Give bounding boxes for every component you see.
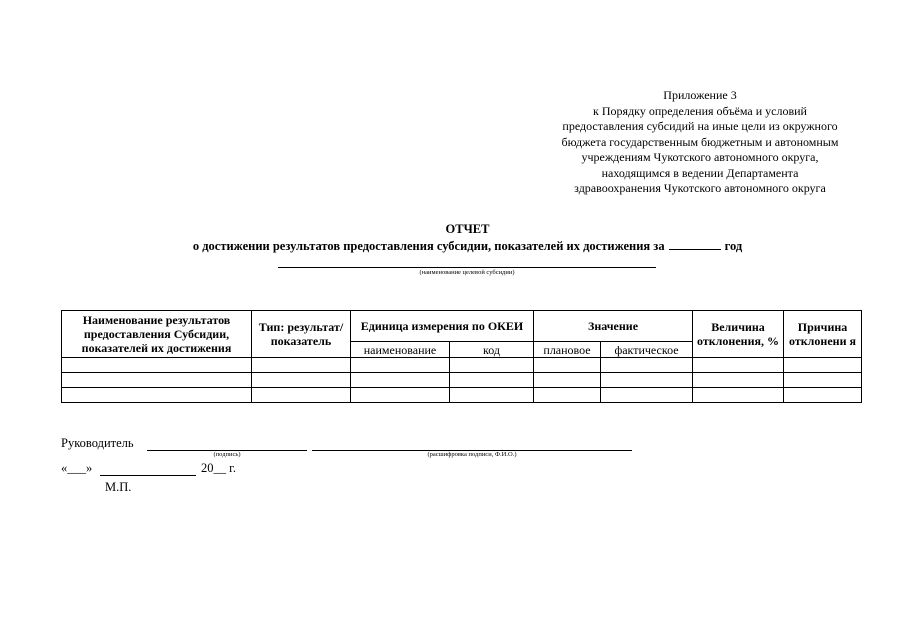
header-actual: фактическое (601, 342, 693, 358)
table-cell[interactable] (450, 358, 534, 373)
signature-caption: (подпись) (213, 451, 241, 458)
table-cell[interactable] (784, 373, 862, 388)
subtitle-prefix: о достижении результатов предоставления субсидии, показателей их достижения за (192, 239, 665, 253)
header-name: Наименование результатов предоставления Субсидии, показателей их достижения (62, 311, 252, 358)
table-cell[interactable] (450, 388, 534, 403)
header-unit-name: наименование (351, 342, 450, 358)
decode-caption: (расшифровка подписи, Ф.И.О.) (427, 451, 517, 458)
stamp-label: М.П. (105, 480, 132, 494)
report-subtitle (0, 238, 905, 255)
table-cell[interactable] (351, 373, 450, 388)
appendix-line: к Порядку определения объёма и условий (593, 103, 807, 118)
report-table (61, 310, 862, 403)
subsidy-name-line[interactable] (278, 267, 656, 268)
year-blank[interactable] (669, 238, 721, 250)
date-day: «___» (61, 461, 93, 475)
table-cell[interactable] (351, 358, 450, 373)
table-cell[interactable] (784, 388, 862, 403)
table-row (62, 388, 862, 403)
table-cell[interactable] (62, 388, 252, 403)
table-cell[interactable] (252, 388, 351, 403)
table-row (62, 373, 862, 388)
header-unit: Единица измерения по ОКЕИ (351, 311, 534, 342)
table-cell[interactable] (693, 373, 784, 388)
appendix-line: предоставления субсидий на иные цели из окружного (562, 119, 838, 133)
table-cell[interactable] (62, 373, 252, 388)
table-cell[interactable] (252, 358, 351, 373)
table-cell[interactable] (693, 358, 784, 373)
appendix-line: Приложение 3 (663, 88, 737, 102)
table-row (62, 358, 862, 373)
date-year: 20__ г. (201, 461, 236, 475)
header-type: Тип: результат/ показатель (252, 311, 351, 358)
table-cell[interactable] (601, 388, 693, 403)
report-title: ОТЧЕТ (445, 222, 490, 236)
table-cell[interactable] (351, 388, 450, 403)
table-cell[interactable] (601, 358, 693, 373)
table-cell[interactable] (534, 358, 601, 373)
subsidy-caption: (наименование целевой субсидии) (419, 269, 515, 276)
table-cell[interactable] (784, 358, 862, 373)
table-cell[interactable] (450, 373, 534, 388)
table-cell[interactable] (534, 373, 601, 388)
table-cell[interactable] (62, 358, 252, 373)
appendix-block (540, 88, 860, 197)
table-cell[interactable] (252, 373, 351, 388)
header-unit-code: код (450, 342, 534, 358)
appendix-line: учреждениям Чукотского автономного округа, (581, 150, 819, 164)
table-cell[interactable] (601, 373, 693, 388)
subtitle-suffix: год (724, 239, 743, 253)
appendix-line: находящимся в ведении Департамента (601, 165, 799, 180)
appendix-line: бюджета государственным бюджетным и автономным (561, 134, 839, 149)
head-label: Руководитель (61, 436, 134, 450)
table-cell[interactable] (693, 388, 784, 403)
header-reason: Причина отклонени я (784, 311, 862, 358)
date-month-line[interactable] (100, 475, 196, 476)
table-cell[interactable] (534, 388, 601, 403)
header-deviation: Величина отклонения, % (693, 311, 784, 358)
appendix-line: здравоохранения Чукотского автономного округа (574, 181, 826, 195)
header-value: Значение (534, 311, 693, 342)
header-planned: плановое (534, 342, 601, 358)
